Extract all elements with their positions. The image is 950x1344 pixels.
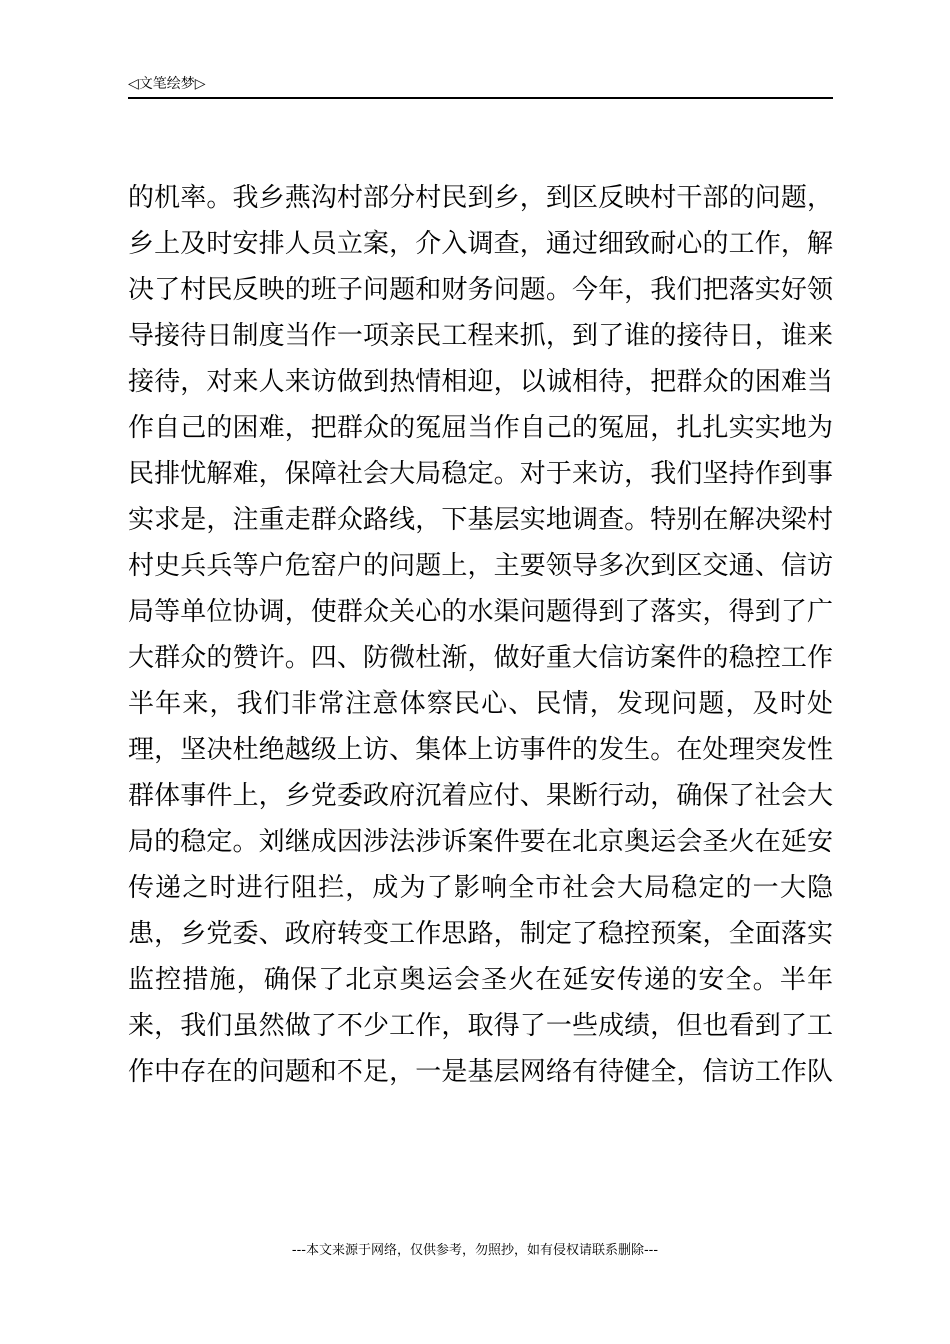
text-line: 决了村民反映的班子问题和财务问题。今年，我们把落实好领	[128, 275, 833, 305]
text-line: 作中存在的问题和不足，一是基层网络有待健全，信访工作队	[128, 1057, 833, 1087]
text-line: 乡上及时安排人员立案，介入调查，通过细致耐心的工作，解	[128, 229, 833, 259]
text-line: 大群众的赞许。四、防微杜渐，做好重大信访案件的稳控工作	[128, 643, 833, 673]
text-line: 来，我们虽然做了不少工作，取得了一些成绩，但也看到了工	[128, 1011, 833, 1041]
body-text	[128, 175, 833, 1095]
text-line: 的机率。我乡燕沟村部分村民到乡，到区反映村干部的问题，	[128, 183, 833, 213]
text-line: 群体事件上，乡党委政府沉着应付、果断行动，确保了社会大	[128, 781, 833, 811]
text-line: 局等单位协调，使群众关心的水渠问题得到了落实，得到了广	[128, 597, 833, 627]
page-header	[128, 72, 833, 98]
text-line: 半年来，我们非常注意体察民心、民情，发现问题，及时处	[128, 689, 833, 719]
text-line: 作自己的困难，把群众的冤屈当作自己的冤屈，扎扎实实地为	[128, 413, 833, 443]
text-line: 局的稳定。刘继成因涉法涉诉案件要在北京奥运会圣火在延安	[128, 827, 833, 857]
text-line: 传递之时进行阻拦，成为了影响全市社会大局稳定的一大隐	[128, 873, 833, 903]
text-line: 理，坚决杜绝越级上访、集体上访事件的发生。在处理突发性	[128, 735, 833, 765]
header-brand-mark: ◁文笔绘梦▷	[128, 76, 206, 92]
text-line: 接待，对来人来访做到热情相迎，以诚相待，把群众的困难当	[128, 367, 833, 397]
page-footer-disclaimer: ---本文来源于网络，仅供参考，勿照抄，如有侵权请联系删除---	[291, 1243, 659, 1258]
text-line: 村史兵兵等户危窑户的问题上，主要领导多次到区交通、信访	[128, 551, 833, 581]
text-line: 导接待日制度当作一项亲民工程来抓，到了谁的接待日，谁来	[128, 321, 833, 351]
text-line: 监控措施，确保了北京奥运会圣火在延安传递的安全。半年	[128, 965, 833, 995]
text-line: 患，乡党委、政府转变工作思路，制定了稳控预案，全面落实	[128, 919, 833, 949]
header-divider	[128, 97, 833, 99]
text-line: 民排忧解难，保障社会大局稳定。对于来访，我们坚持作到事	[128, 459, 833, 489]
text-line: 实求是，注重走群众路线，下基层实地调查。特别在解决梁村	[128, 505, 833, 535]
